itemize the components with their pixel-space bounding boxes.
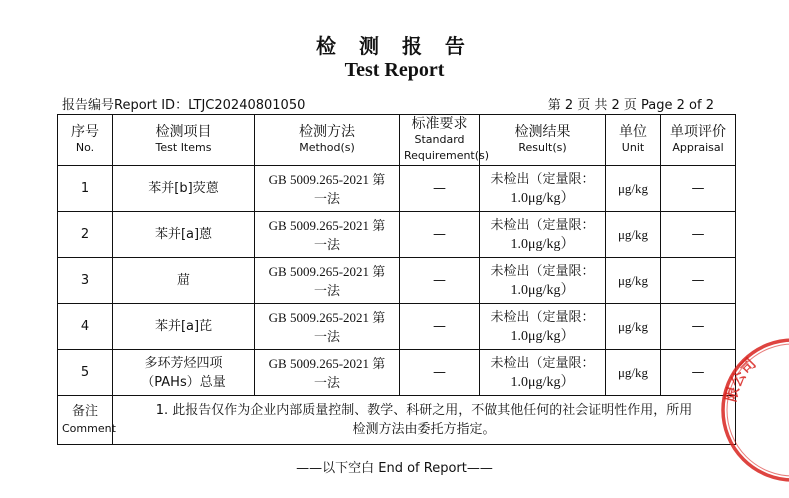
cell-no: 3 (58, 258, 113, 304)
cell-appraisal: — (661, 212, 736, 258)
cell-method: GB 5009.265-2021 第 一法 (255, 166, 400, 212)
report-title-cn: 检 测 报 告 (316, 34, 473, 58)
comment-row (58, 396, 736, 445)
cell-unit: μg/kg (606, 258, 661, 304)
col-header-no: 序号 No. (58, 115, 113, 166)
cell-unit: μg/kg (606, 304, 661, 350)
cell-standard: — (400, 258, 480, 304)
cell-result: 未检出（定量限： 1.0μg/kg） (480, 212, 606, 258)
cell-unit: μg/kg (606, 350, 661, 396)
cell-method: GB 5009.265-2021 第 一法 (255, 304, 400, 350)
cell-standard: — (400, 304, 480, 350)
company-seal-stamp (718, 335, 789, 485)
cell-test-item: 苯并[b]荧蒽 (113, 166, 255, 212)
col-header-method: 检测方法 Method(s) (255, 115, 400, 166)
col-header-appraisal: 单项评价 Appraisal (661, 115, 736, 166)
cell-standard: — (400, 212, 480, 258)
cell-result: 未检出（定量限： 1.0μg/kg） (480, 304, 606, 350)
test-results-table (57, 114, 736, 445)
cell-method: GB 5009.265-2021 第 一法 (255, 212, 400, 258)
table-row (58, 350, 736, 396)
report-id: 报告编号Report ID：LTJC20240801050 (62, 98, 306, 113)
cell-appraisal: — (661, 304, 736, 350)
cell-no: 4 (58, 304, 113, 350)
col-header-unit: 单位 Unit (606, 115, 661, 166)
cell-test-item: 苯并[a]芘 (113, 304, 255, 350)
col-header-test-items: 检测项目 Test Items (113, 115, 255, 166)
report-title-en: Test Report (344, 59, 445, 81)
cell-no: 1 (58, 166, 113, 212)
cell-result: 未检出（定量限： 1.0μg/kg） (480, 350, 606, 396)
comment-text: 1. 此报告仅作为企业内部质量控制、教学、科研之用，不做其他任何的社会证明性作用，所用 检测方法由委托方指定。 (113, 396, 736, 445)
col-header-result: 检测结果 Result(s) (480, 115, 606, 166)
page-info: 第 2 页 共 2 页 Page 2 of 2 (547, 98, 714, 113)
end-of-report: ——以下空白 End of Report—— (296, 461, 493, 476)
col-header-standard: 标准要求 Standard Requirement(s) (400, 115, 480, 166)
cell-appraisal: — (661, 166, 736, 212)
cell-method: GB 5009.265-2021 第 一法 (255, 350, 400, 396)
cell-unit: μg/kg (606, 166, 661, 212)
table-header-row (58, 115, 736, 166)
cell-no: 2 (58, 212, 113, 258)
cell-test-item: 䓛 (113, 258, 255, 304)
cell-standard: — (400, 166, 480, 212)
comment-label: 备注 Comment (58, 396, 113, 445)
cell-result: 未检出（定量限： 1.0μg/kg） (480, 166, 606, 212)
cell-test-item: 多环芳烃四项 （PAHs）总量 (113, 350, 255, 396)
table-row (58, 166, 736, 212)
table-row (58, 258, 736, 304)
cell-method: GB 5009.265-2021 第 一法 (255, 258, 400, 304)
cell-appraisal: — (661, 258, 736, 304)
table-row (58, 212, 736, 258)
cell-test-item: 苯并[a]蒽 (113, 212, 255, 258)
cell-standard: — (400, 350, 480, 396)
cell-result: 未检出（定量限： 1.0μg/kg） (480, 258, 606, 304)
cell-no: 5 (58, 350, 113, 396)
cell-unit: μg/kg (606, 212, 661, 258)
svg-text:限公司: 限公司 (721, 354, 760, 404)
table-row (58, 304, 736, 350)
cell-appraisal: — (661, 350, 736, 396)
